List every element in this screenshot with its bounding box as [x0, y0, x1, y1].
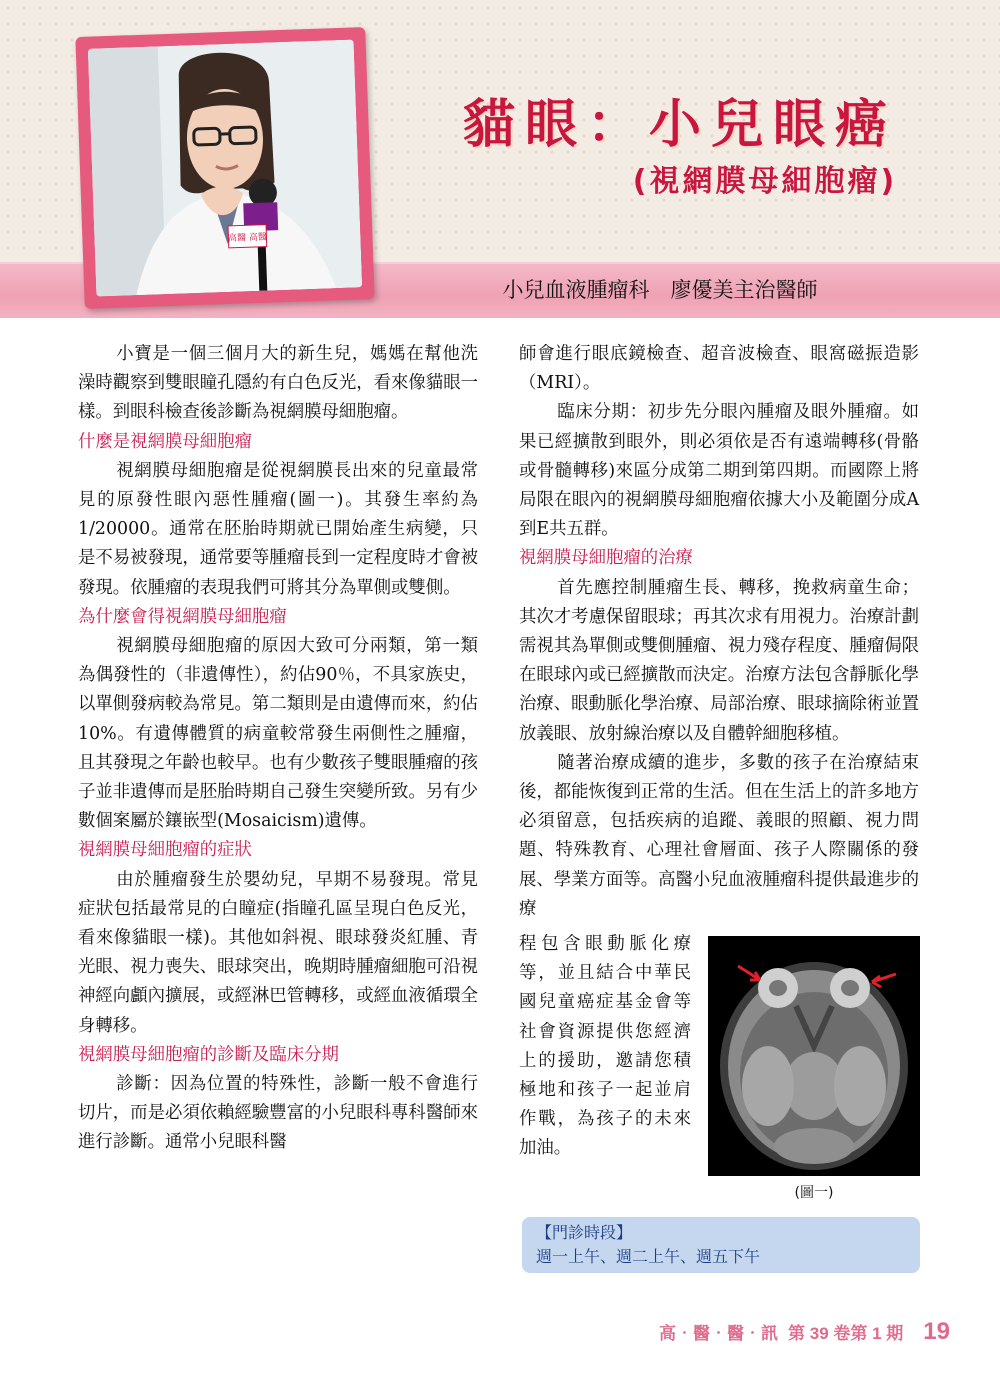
paragraph: 小寶是一個三個月大的新生兒，媽媽在幫他洗澡時觀察到雙眼瞳孔隱約有白色反光，看來像貓眼一樣。到眼科檢查後診斷為視網膜母細胞瘤。	[78, 344, 478, 423]
figure-caption: (圖一)	[794, 1185, 834, 1201]
paragraph: 視網膜母細胞瘤的原因大致可分兩類，第一類為偶發性的（非遺傳性），約佔90％，不具家族史，以單側發病較為常見。第二類則是由遺傳而來，約佔10%。有遺傳體質的病童較常發生兩側性之腫瘤，且其發現之年齡也較早。也有少數孩子雙眼腫瘤的孩子並非遺傳而是胚胎時期自己發生突變所致。另有少數個案屬於鑲嵌型(Mosaicism)遺傳。	[78, 636, 478, 832]
page-header	[0, 0, 1000, 318]
section-heading: 什麼是視網膜母細胞瘤	[78, 431, 252, 452]
section-heading: 視網膜母細胞瘤的治療	[519, 548, 693, 569]
page-subtitle: (視網膜母細胞瘤)	[632, 164, 898, 199]
paragraph: 由於腫瘤發生於嬰幼兒，早期不易發現。常見症狀包括最常見的白瞳症(指瞳孔區呈現白色反光，看來像貓眼一樣)。其他如斜視、眼球發炎紅腫、青光眼、視力喪失、眼球突出，晚期時腫瘤細胞可沿視神經向顱內擴展，或經淋巴管轉移，或經血液循環全身轉移。	[78, 869, 478, 1036]
author-photo	[88, 39, 362, 296]
article-column-right	[519, 340, 919, 924]
section-heading: 視網膜母細胞瘤的症狀	[78, 840, 252, 861]
paragraph: 首先應控制腫瘤生長、轉移，挽救病童生命；其次才考慮保留眼球；再其次求有用視力。治療計劃需視其為單側或雙側腫瘤、視力殘存程度、腫瘤侷限在眼球內或已經擴散而決定。治療方法包含靜脈化學治療、眼動脈化學治療、局部治療、眼球摘除術並置放義眼、放射線治療以及自體幹細胞移植。	[519, 577, 919, 744]
author-line: 小兒血液腫瘤科 廖優美主治醫師	[502, 278, 818, 302]
journal-name: 高‧醫‧醫‧訊	[659, 1324, 779, 1343]
paragraph: 診斷：因為位置的特殊性，診斷一般不會進行切片，而是必須依賴經驗豐富的小兒眼科專科醫師來進行診斷。通常小兒眼科醫	[78, 1074, 478, 1153]
photo-badge-text: 高醫 高醫	[227, 232, 268, 244]
clinic-hours-times: 週一上午、週二上午、週五下午	[536, 1247, 761, 1266]
section-heading: 為什麼會得視網膜母細胞瘤	[78, 606, 287, 627]
paragraph: 隨著治療成續的進步，多數的孩子在治療結束後，都能恢復到正常的生活。但在生活上的許多地方必須留意，包括疾病的追蹤、義眼的照顧、視力問題、特殊教育、心理社會層面、孩子人際關係的發展、學業方面等。高醫小兒血液腫瘤科提供最進步的療	[519, 752, 919, 919]
issue-number: 第 39 卷第 1 期	[788, 1324, 904, 1343]
article-column-left	[78, 340, 478, 1158]
paragraph-continued: 師會進行眼底鏡檢查、超音波檢查、眼窩磁振造影（MRI）。	[519, 344, 919, 394]
page-title: 貓眼：小兒眼癌	[462, 95, 897, 155]
mri-figure	[708, 936, 920, 1176]
page-number: 19	[923, 1318, 950, 1345]
paragraph: 臨床分期：初步先分眼內腫瘤及眼外腫瘤。如果已經擴散到眼外，則必須依是否有遠端轉移(骨骼或骨髓轉移)來區分成第二期到第四期。而國際上將局限在眼內的視網膜母細胞瘤依據大小及範圍分成A到E共五群。	[519, 402, 919, 540]
paragraph-wrap-figure: 程包含眼動脈化療等，並且結合中華民國兒童癌症基金會等社會資源提供您經濟上的援助，邀請您積極地和孩子一起並肩作戰，為孩子的未來加油。	[519, 934, 691, 1159]
clinic-hours-label: 【門診時段】	[536, 1223, 633, 1242]
clinic-hours-box	[522, 1217, 920, 1273]
author-photo-frame	[75, 27, 374, 309]
paragraph: 視網膜母細胞瘤是從視網膜長出來的兒童最常見的原發性眼內惡性腫瘤(圖一)。其發生率約為1/20000。通常在胚胎時期就已開始產生病變，只是不易被發現，通常要等腫瘤長到一定程度時才會被發現。依腫瘤的表現我們可將其分為單側或雙側。	[78, 460, 478, 598]
section-heading: 視網膜母細胞瘤的診斷及臨床分期	[78, 1044, 339, 1065]
page-footer	[600, 1318, 950, 1348]
